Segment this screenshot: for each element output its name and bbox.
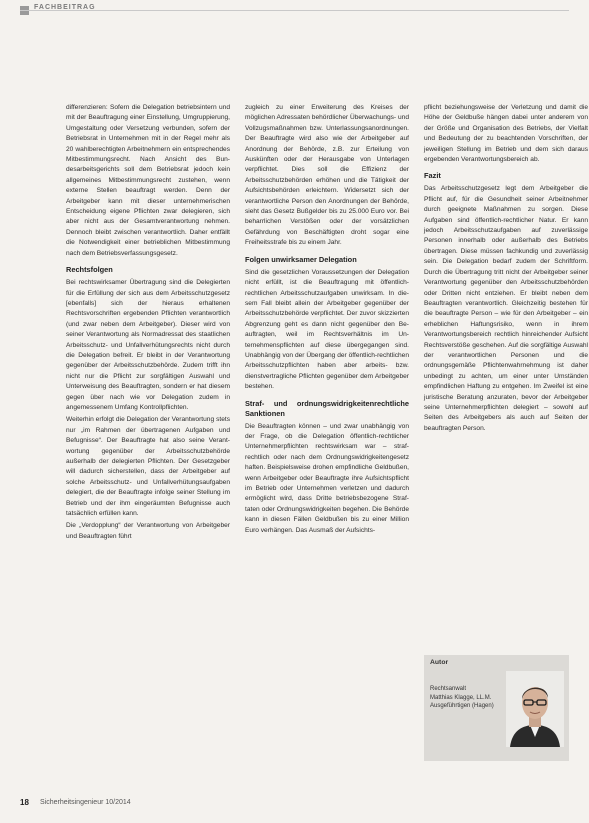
paragraph: zugleich zu einer Erweiterung des Kreises der möglichen Adressaten behördlicher Überwachungs- und Vollzugsmaßnahmen bzw. Unterlassungsanordnungen. Der Beauftragte wird also wie der Arbeitgeber auf Anordnung der Behörde, z.B. zur Erteilung von Auskünften oder der Herausgabe von Unterlagen verpflichtet. Dies soll die Effizienz der Arbeitsschutzbehörden erhöhen und die Tätigkeit der Aufsichtsbehörden erleichtern. Widersetzt sich der verantwortliche Person den Anordnungen der Behörde, sieht das Gesetz Bußgelder bis zu 25.000 Euro vor. Bei beharrlichen Verstößen oder der vorsätzlichen Gefährdung von Beschäftigten droht sogar eine Freiheitsstrafe bis zu einem Jahr. [245, 104, 409, 247]
author-affiliation: Ausgeführtigen (Hagen) [430, 703, 494, 710]
magazine-issue: Sicherheitsingenieur 10/2014 [40, 799, 131, 806]
section-heading: Rechtsfolgen [66, 265, 113, 275]
page-number: 18 [20, 798, 29, 807]
author-role: Rechtsanwalt [430, 686, 467, 692]
paragraph: Sind die gesetzlichen Voraussetzungen der Delegation nicht erfüllt, ist die Beauftragung mit öffentlich-rechtlichen Arbeitsschutzaufgaben unwirksam. In diesem Fall bleibt allein der Arbeitgeber gegenüber der Arbeitsschutzbehörde verpflichtet. Der zuvor skizzierten Abgrenzung geht es dann nicht gegenüber den Beauftragten, weil im Rechtsverhältnis im Unternehmenspflichten auf diese übergegangen sind. Unabhängig von der Übergang der öffentlich-rechtlichen Arbeitsschutzpflichten haben aber arbeits- bzw. dienstvertragliche Pflichten gegenüber dem Arbeitgeber bestehen. [245, 268, 409, 391]
section-heading: Folgen unwirksamer Delegation [245, 254, 357, 264]
text-column-2 [245, 103, 409, 538]
header-rule [20, 10, 569, 11]
text-column-1 [66, 103, 230, 544]
paragraph: Die „Verdopplung“ der Verantwortung von Arbeitgeber und Beauftragten führt [66, 522, 230, 540]
section-heading: Straf- und ordnungswidrigkeitenrechtliche Sanktionen [245, 398, 409, 418]
paragraph: Weiterhin erfolgt die Delegation der Verantwortung stets nur „im Rahmen der übertragenen Aufgaben und Befugnisse“. Der Beauftragte hat also seine Verantwortung gegenüber der Arbeitsschutzbehörde außerhalb der delegierten Pflichten. Der Gesetzgeber will dadurch sicherstellen, dass der Arbeitgeber auf solche Arbeitsschutz- und Unfallverhütungsaufgaben delegiert, die der Beauftragte infolge seiner Stellung im Betrieb und der ihm eingeräumten Befugnisse auch tatsächlich erfüllen kann. [66, 416, 230, 518]
paragraph: pflicht beziehungsweise der Verletzung und damit die Höhe der Geldbuße hängen dabei unter anderem von der Größe und Organisation des Betriebs, der Vielfalt und Bedeutung der zu beachtenden Vorschriften, der jeweiligen Stellung im Betrieb und dem sich daraus ergebenden Verantwortungsbereich ab. [424, 104, 588, 164]
section-label: FACHBEITRAG [34, 4, 96, 11]
author-heading: Autor [430, 659, 449, 666]
author-portrait-icon [506, 671, 564, 747]
paragraph: differenzieren: Sofern die Delegation betriebsintern und mit der Beauftragung einer Einstellung, Umgruppierung, Umgestaltung oder Versetzung verbunden, sofern der Betriebsrat in Unternehmen mit in der Regel mehr als 20 wahlberechtigten Arbeitnehmern ein entsprechendes Mitbestimmungsrecht. Nach Ansicht des Bundesarbeitsgerichts soll dem Betriebsrat jedoch kein allgemeines Mitbestimmungsrecht zustehen, wenn externe Stellen beauftragt werden. Denn der Arbeitgeber kann mit dieser unternehmerischen Entscheidung eigene Pflichten zwar delegieren, sich aber nicht aus der Gesamtverantwortung nehmen. Dennoch bleibt zwischen verantwortlich. Daher entfällt die Notwendigkeit einer betrieblichen Mitbestimmung nach dem Betriebsverfassungsgesetz. [66, 104, 230, 257]
text-column-3 [424, 103, 588, 436]
author-name: Matthias Klagge, LL.M. [430, 694, 492, 701]
author-box [424, 655, 569, 761]
paragraph: Die Beauftragten können – und zwar unabhängig von der Frage, ob die Delegation öffentlich-rechtlicher Unternehmerpflichten rechtswirksam war – strafrechtlich oder nach dem Ordnungswidrigkeitengesetz haften. Beispielsweise drohen empfindliche Geldbußen, wenn Arbeitgeber oder Beauftragte ihre Aufsichtspflicht im Betrieb oder Unternehmen verletzen und dadurch ermöglicht wird, dass Dritte betriebsbezogene Straftaten oder Ordnungswidrigkeiten begehen. Die Behörde kann in diesen Fällen Geldbußen bis zu einer Million Euro verhängen. Das Ausmaß der Aufsichts- [245, 422, 409, 534]
author-photo [506, 671, 564, 747]
paragraph: Bei rechtswirksamer Übertragung sind die Delegierten für die Erfüllung der sich aus dem Arbeitsschutzgesetz [ebenfalls] sich der hieraus erhaltenen Rechtsvorschriften ergebenden Pflichten verantwortlich (und zwar neben dem Arbeitgeber). Dieser wird von seiner Verantwortung als Normadressat des staatlichen Arbeitsschutz- und Unfallverhütungsrechts nicht durch die Delegation befreit. Er bleibt in der Verantwortung gegenüber der Arbeitsschutzbehörde. Zudem trifft ihn nicht nur die Pflicht zur sorgfältigen Auswahl und Unterweisung des Beauftragten, sondern er hat diesem gegen über nach wie vor Delegation zudem in angemessenem Umfang Kontrollpflichten. [66, 279, 230, 411]
section-heading: Fazit [424, 171, 441, 181]
paragraph: Das Arbeitsschutzgesetz legt dem Arbeitgeber die Pflicht auf, für die Gesundheit seiner Arbeitnehmer durch geeignete Maßnahmen zu sorgen. Diese Aufgaben sind öffentlich-rechtlicher Natur. Er kann jedoch Arbeitsschutzaufgaben auf zuverlässige Personen innerhalb oder außerhalb des Betriebs übertragen. Diese müssen fachkundig und zuverlässig sein. Die Delegation bedarf zudem der Schriftform. Durch die Übertragung tritt nicht der Arbeitgeber seiner Verantwortung gegenüber den Arbeitsschutzbehörden oder Dritten nicht entziehen. Er bleibt neben dem Beauftragten verantwortlich. Gleichzeitig bestehen für die beauftragte Person – wie für den Arbeitgeber – ein erheblichen Haftungsrisiko, wenn in ihrem Verantwortungsbereich rechtlich hinreichender Aufsicht Rechtsverstöße geschehen. Auf die sorgfältige Auswahl der verantwortlichen Personen und die ordnungsgemäße Pflichtenwahrnehmung ist daher unbedingt zu achten, um einer unter Umständen empfindlichen Haftung zu entgehen. Im Zweifel ist eine juristische Beratung anzuraten, bevor der Arbeitgeber seine Unternehmerpflichten delegiert – sowohl auf Seiten des Arbeitgebers als auch auf Seiten der beauftragten Person. [424, 185, 588, 432]
author-details [430, 685, 502, 711]
